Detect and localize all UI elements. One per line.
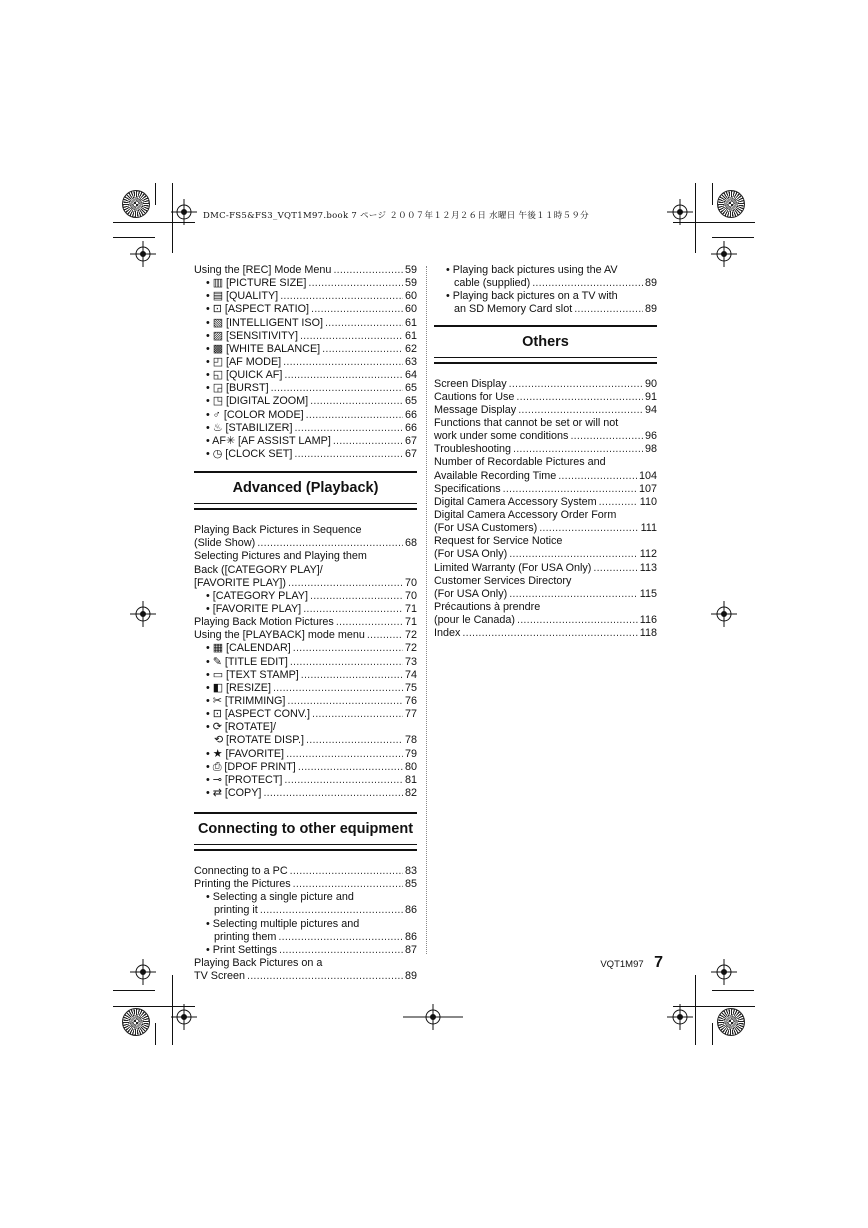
toc-entry-text: • AF✳ [AF ASSIST LAMP] xyxy=(206,434,331,447)
toc-entry-page: 66 xyxy=(404,421,417,434)
dot-leader xyxy=(593,562,637,575)
toc-entry-text: • Selecting a single picture and xyxy=(206,891,354,904)
toc-entry-text: • ▧ [INTELLIGENT ISO] xyxy=(206,316,323,329)
toc-entry xyxy=(434,277,657,290)
toc-entry xyxy=(194,409,417,422)
toc-entry xyxy=(434,303,657,316)
dot-leader xyxy=(288,577,403,590)
toc-entry xyxy=(194,448,417,461)
toc-entry-text: cable (supplied) xyxy=(454,277,531,290)
toc-entry-page: 73 xyxy=(404,655,417,668)
toc-entry-text: • ▭ [TEXT STAMP] xyxy=(206,668,299,681)
toc-entry xyxy=(194,878,417,891)
dot-leader xyxy=(278,931,403,944)
toc-entry-text: TV Screen xyxy=(194,970,246,983)
toc-entry-text: • ⇄ [COPY] xyxy=(206,786,262,799)
dot-leader xyxy=(310,395,403,408)
toc-entry-text: Playing Back Motion Pictures xyxy=(194,616,334,629)
toc-entry-page: 98 xyxy=(644,443,657,456)
playback-list xyxy=(194,524,417,800)
others-list xyxy=(434,378,657,641)
toc-entry-page: 82 xyxy=(404,786,417,799)
toc-entry-page: 96 xyxy=(644,430,657,443)
toc-entry xyxy=(194,865,417,878)
toc-entry xyxy=(194,395,417,408)
toc-entry-text: • ♨ [STABILIZER] xyxy=(206,421,293,434)
toc-entry-page: 79 xyxy=(404,747,417,760)
left-column xyxy=(194,264,417,983)
toc-entry-page: 72 xyxy=(404,642,417,655)
dot-leader xyxy=(273,682,403,695)
toc-entry xyxy=(434,588,657,601)
toc-entry-page: 61 xyxy=(404,316,417,329)
dot-leader xyxy=(311,303,403,316)
section-others xyxy=(434,325,657,364)
toc-entry-text: • ⟳ [ROTATE]/ xyxy=(206,721,277,734)
right-column xyxy=(434,264,657,640)
dot-leader xyxy=(284,774,403,787)
toc-entry-page: 111 xyxy=(640,522,657,535)
toc-entry-page: 68 xyxy=(404,537,417,550)
toc-entry-page: 75 xyxy=(404,681,417,694)
toc-entry-page: 71 xyxy=(404,616,417,629)
toc-entry xyxy=(194,761,417,774)
print-header: DMC-FS5&FS3_VQT1M97.book 7 ページ ２００７年１２月２６日 水曜日 午後１１時５９分 xyxy=(203,211,589,221)
toc-entry-page: 59 xyxy=(404,277,417,290)
toc-entry-text: (pour le Canada) xyxy=(434,614,516,627)
dot-leader xyxy=(301,669,403,682)
section-title: Connecting to other equipment xyxy=(197,821,414,838)
toc-entry-page: 113 xyxy=(639,561,657,574)
toc-entry-page: 89 xyxy=(644,303,657,316)
dot-leader xyxy=(308,277,403,290)
toc-entry-text: Playing Back Pictures in Sequence xyxy=(194,524,362,537)
toc-entry-text: Limited Warranty (For USA Only) xyxy=(434,561,592,574)
toc-entry-text: • ◱ [QUICK AF] xyxy=(206,369,283,382)
toc-entry xyxy=(194,303,417,316)
dot-leader xyxy=(325,317,403,330)
toc-entry xyxy=(194,577,417,590)
dot-leader xyxy=(516,391,643,404)
toc-entry-text: Troubleshooting xyxy=(434,443,512,456)
toc-entry-text: [FAVORITE PLAY]) xyxy=(194,576,286,589)
toc-entry xyxy=(434,522,657,535)
toc-entry xyxy=(194,774,417,787)
toc-entry xyxy=(194,708,417,721)
toc-entry xyxy=(194,642,417,655)
toc-entry-page: 78 xyxy=(404,734,417,747)
dot-leader xyxy=(298,761,403,774)
toc-entry xyxy=(194,343,417,356)
equipment-list xyxy=(194,865,417,983)
toc-entry-page: 63 xyxy=(404,355,417,368)
toc-entry-text: • ◷ [CLOCK SET] xyxy=(206,447,293,460)
toc-entry-text: (For USA Only) xyxy=(434,587,508,600)
rec-menu-list xyxy=(194,264,417,461)
toc-entry xyxy=(194,669,417,682)
toc-entry-page: 67 xyxy=(404,434,417,447)
toc-entry-page: 72 xyxy=(404,629,417,642)
toc-entry-text: Back ([CATEGORY PLAY]/ xyxy=(194,563,323,576)
toc-entry-text: Selecting Pictures and Playing them xyxy=(194,550,367,563)
toc-entry-text: Playing Back Pictures on a xyxy=(194,957,323,970)
toc-entry-page: 115 xyxy=(639,587,657,600)
toc-entry-text: • ◧ [RESIZE] xyxy=(206,681,271,694)
dot-leader xyxy=(503,483,637,496)
toc-entry-page: 80 xyxy=(404,760,417,773)
dot-leader xyxy=(290,656,403,669)
toc-entry-page: 77 xyxy=(404,708,417,721)
toc-entry-page: 65 xyxy=(404,395,417,408)
toc-entry-text: • ▤ [QUALITY] xyxy=(206,290,279,303)
toc-entry-page: 104 xyxy=(638,469,657,482)
toc-entry-page: 94 xyxy=(644,403,657,416)
toc-entry-text: Screen Display xyxy=(434,377,507,390)
toc-entry-page: 107 xyxy=(638,482,657,495)
toc-entry xyxy=(194,277,417,290)
toc-entry-text: • ✂ [TRIMMING] xyxy=(206,694,286,707)
toc-entry-page: 83 xyxy=(404,865,417,878)
dot-leader xyxy=(287,695,403,708)
dot-leader xyxy=(517,614,638,627)
toc-entry xyxy=(194,537,417,550)
toc-entry-text: • ★ [FAVORITE] xyxy=(206,747,285,760)
toc-entry-text: printing it xyxy=(214,904,258,917)
dot-leader xyxy=(257,537,403,550)
toc-entry xyxy=(194,264,417,277)
toc-entry-text: Précautions à prendre xyxy=(434,600,541,613)
dot-leader xyxy=(271,382,403,395)
toc-entry xyxy=(194,435,417,448)
toc-entry-page: 76 xyxy=(404,694,417,707)
toc-entry-text: • Playing back pictures using the AV xyxy=(446,264,618,276)
toc-entry-text: • ✎ [TITLE EDIT] xyxy=(206,655,288,668)
dot-leader xyxy=(300,330,403,343)
toc-entry xyxy=(194,356,417,369)
toc-entry-page: 118 xyxy=(639,627,657,640)
dot-leader xyxy=(322,343,403,356)
toc-entry-text: Customer Services Directory xyxy=(434,574,572,587)
toc-entry-text: • Print Settings xyxy=(206,943,277,956)
dot-leader xyxy=(263,787,403,800)
toc-entry-text: • ◲ [BURST] xyxy=(206,382,269,395)
toc-entry xyxy=(194,682,417,695)
toc-entry-text: Using the [REC] Mode Menu xyxy=(194,264,332,276)
toc-entry-page: 74 xyxy=(404,668,417,681)
dot-leader xyxy=(599,496,638,509)
dot-leader xyxy=(260,904,403,917)
toc-entry-text: • ◰ [AF MODE] xyxy=(206,355,282,368)
toc-entry-page: 81 xyxy=(404,773,417,786)
toc-entry-page: 89 xyxy=(404,970,417,983)
toc-entry-text: ⟲ [ROTATE DISP.] xyxy=(214,734,305,747)
dot-leader xyxy=(280,290,403,303)
toc-entry-text: • ⊸ [PROTECT] xyxy=(206,773,283,786)
toc-entry-text: • Playing back pictures on a TV with xyxy=(446,290,618,303)
dot-leader xyxy=(509,378,643,391)
toc-entry-text: • [CATEGORY PLAY] xyxy=(206,589,308,602)
dot-leader xyxy=(286,748,403,761)
toc-entry-page: 116 xyxy=(639,614,657,627)
dot-leader xyxy=(284,369,403,382)
toc-entry-page: 87 xyxy=(404,943,417,956)
dot-leader xyxy=(518,404,643,417)
toc-entry-page: 112 xyxy=(639,548,657,561)
toc-entry-text: Functions that cannot be set or will not xyxy=(434,416,619,429)
toc-entry-text: • ▥ [PICTURE SIZE] xyxy=(206,277,307,290)
toc-entry-page: 66 xyxy=(404,408,417,421)
section-advanced-playback xyxy=(194,471,417,510)
toc-entry xyxy=(194,734,417,747)
toc-entry xyxy=(434,483,657,496)
toc-entry xyxy=(434,496,657,509)
dot-leader xyxy=(290,865,403,878)
toc-entry-text: Cautions for Use xyxy=(434,390,515,403)
toc-entry-text: • ▩ [WHITE BALANCE] xyxy=(206,342,321,355)
toc-entry-page: 86 xyxy=(404,930,417,943)
toc-entry-page: 60 xyxy=(404,303,417,316)
toc-entry xyxy=(194,629,417,642)
toc-entry xyxy=(194,970,417,983)
dot-leader xyxy=(283,356,403,369)
toc-entry-text: • ⎙ [DPOF PRINT] xyxy=(206,760,296,773)
toc-entry-text: • ⊡ [ASPECT CONV.] xyxy=(206,708,311,721)
dot-leader xyxy=(558,470,637,483)
toc-entry-text: printing them xyxy=(214,930,277,943)
dot-leader xyxy=(513,443,643,456)
toc-entry-page: 71 xyxy=(404,602,417,615)
page-number: 7 xyxy=(654,954,663,971)
toc-entry-text: • Selecting multiple pictures and xyxy=(206,917,360,930)
toc-entry xyxy=(434,404,657,417)
toc-entry-text: • ▨ [SENSITIVITY] xyxy=(206,329,298,342)
toc-entry xyxy=(194,931,417,944)
toc-entry-text: Digital Camera Accessory Order Form xyxy=(434,508,617,521)
toc-entry-text: • ▦ [CALENDAR] xyxy=(206,642,291,655)
toc-entry xyxy=(194,382,417,395)
dot-leader xyxy=(509,588,638,601)
toc-entry xyxy=(194,330,417,343)
toc-entry xyxy=(434,470,657,483)
toc-entry xyxy=(434,443,657,456)
toc-entry xyxy=(434,562,657,575)
toc-entry-text: • ♂ [COLOR MODE] xyxy=(206,408,304,421)
toc-entry-page: 86 xyxy=(404,904,417,917)
section-title: Advanced (Playback) xyxy=(232,480,379,497)
toc-entry-page: 90 xyxy=(644,377,657,390)
toc-entry-text: Specifications xyxy=(434,482,501,495)
dot-leader xyxy=(367,629,403,642)
toc-entry xyxy=(434,391,657,404)
toc-entry-page: 59 xyxy=(404,264,417,276)
toc-entry xyxy=(434,378,657,391)
toc-entry-text: an SD Memory Card slot xyxy=(454,303,573,316)
toc-entry-page: 60 xyxy=(404,290,417,303)
toc-entry-page: 67 xyxy=(404,447,417,460)
dot-leader xyxy=(303,603,403,616)
dot-leader xyxy=(570,430,643,443)
toc-entry-page: 70 xyxy=(404,589,417,602)
toc-entry-text: (For USA Only) xyxy=(434,548,508,561)
toc-entry xyxy=(194,904,417,917)
column-separator xyxy=(426,266,427,954)
dot-leader xyxy=(333,435,403,448)
dot-leader xyxy=(539,522,638,535)
document-code: VQT1M97 xyxy=(600,959,644,970)
toc-entry-text: work under some conditions xyxy=(434,430,569,443)
toc-entry xyxy=(194,290,417,303)
dot-leader xyxy=(574,303,643,316)
dot-leader xyxy=(333,264,403,277)
toc-entry-text: • [FAVORITE PLAY] xyxy=(206,602,302,615)
toc-entry xyxy=(194,422,417,435)
toc-entry xyxy=(434,548,657,561)
toc-entry-text: (Slide Show) xyxy=(194,537,256,550)
dot-leader xyxy=(306,734,403,747)
toc-entry-text: Digital Camera Accessory System xyxy=(434,495,597,508)
toc-entry-page: 61 xyxy=(404,329,417,342)
toc-entry-page: 70 xyxy=(404,576,417,589)
toc-entry-page: 62 xyxy=(404,342,417,355)
dot-leader xyxy=(336,616,403,629)
dot-leader xyxy=(293,642,403,655)
dot-leader xyxy=(294,422,403,435)
toc-entry xyxy=(434,627,657,640)
toc-entry xyxy=(194,944,417,957)
toc-entry-text: • ◳ [DIGITAL ZOOM] xyxy=(206,395,309,408)
section-title: Others xyxy=(522,333,569,350)
section-connecting xyxy=(194,812,417,851)
toc-entry-text: Printing the Pictures xyxy=(194,878,291,891)
toc-entry-text: (For USA Customers) xyxy=(434,522,538,535)
toc-entry-page: 110 xyxy=(639,495,657,508)
toc-entry-text: Index xyxy=(434,627,461,640)
toc-entry xyxy=(194,616,417,629)
toc-entry-page: 85 xyxy=(404,878,417,891)
dot-leader xyxy=(294,448,403,461)
dot-leader xyxy=(247,970,403,983)
toc-entry xyxy=(194,656,417,669)
dot-leader xyxy=(312,708,403,721)
toc-entry-text: Number of Recordable Pictures and xyxy=(434,456,606,469)
toc-entry-text: • ⊡ [ASPECT RATIO] xyxy=(206,303,310,316)
toc-entry xyxy=(194,695,417,708)
dot-leader xyxy=(279,944,403,957)
toc-entry-page: 64 xyxy=(404,369,417,382)
toc-entry-text: Request for Service Notice xyxy=(434,535,563,548)
tv-playback-list xyxy=(434,264,657,317)
toc-entry xyxy=(434,614,657,627)
toc-entry xyxy=(194,748,417,761)
toc-entry-text: Connecting to a PC xyxy=(194,865,288,878)
toc-entry-page: 65 xyxy=(404,382,417,395)
toc-entry xyxy=(434,430,657,443)
toc-entry-text: Message Display xyxy=(434,403,517,416)
toc-entry xyxy=(194,590,417,603)
dot-leader xyxy=(462,627,637,640)
toc-entry-text: Using the [PLAYBACK] mode menu xyxy=(194,629,365,642)
toc-entry-text: Available Recording Time xyxy=(434,469,557,482)
dot-leader xyxy=(293,878,403,891)
toc-entry-page: 91 xyxy=(644,390,657,403)
toc-entry xyxy=(194,603,417,616)
page-footer xyxy=(600,954,663,972)
toc-entry xyxy=(194,317,417,330)
dot-leader xyxy=(532,277,643,290)
dot-leader xyxy=(310,590,403,603)
toc-entry-page: 89 xyxy=(644,277,657,290)
toc-entry xyxy=(194,787,417,800)
toc-entry xyxy=(194,369,417,382)
dot-leader xyxy=(306,409,403,422)
dot-leader xyxy=(509,548,638,561)
